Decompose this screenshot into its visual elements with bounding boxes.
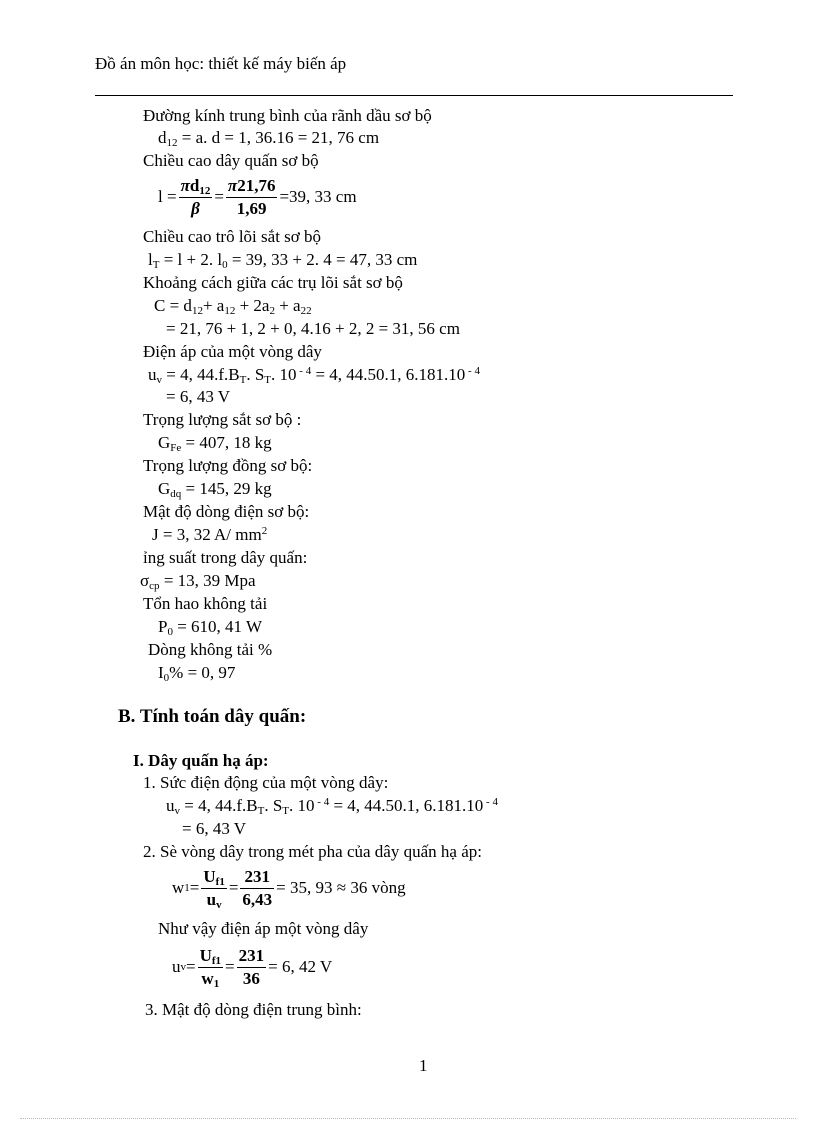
text-line: Khoảng cách giữa các trụ lõi sắt sơ bộ <box>143 273 403 292</box>
equation-line: $d_{12} = a$. d = 1, 36.16 = 21, 76 cm <box>158 128 380 149</box>
fraction: $\frac{231}{6,43}$ <box>242 866 273 909</box>
equation-line: $u_v = 4$, $44.f.B_T$. $S_T$. 10 $^{- 4}$ = 4, 44.50.1, 6.181.10 $^{- 4}$ <box>148 365 480 386</box>
page-number: 1 <box>419 1056 428 1075</box>
text-line: Trọng lượng đồng sơ bộ: <box>143 456 313 475</box>
equation-line: = 21, 76 + 1, 2 + 0, 4.16 + 2, 2 = 31, 56 cm <box>166 319 460 338</box>
subsection-heading-i: I. Dây quấn hạ áp: <box>133 751 269 770</box>
fraction: $\frac{U_{f1}}{w_1}$ <box>199 945 222 990</box>
text-line: Tổn hao không tải <box>143 594 268 613</box>
equation-line: $I_0\% = 0$, 97 <box>158 663 236 684</box>
equation-line: J = 3, 32 A/ $mm^2$ <box>152 525 268 544</box>
height-formula: l = $\frac{\pi d_{12}}{\beta}$ = $\frac{\pi 21,76}{1,69}$ =39, 33 cm <box>158 175 357 218</box>
equation-line: = 6, 43 V <box>166 387 231 406</box>
voltage-per-turn-formula: u v = $\frac{U_{f1}}{w_1}$ = $\frac{231}{36}$ = 6, 42 V <box>172 945 333 990</box>
page-bottom-border <box>20 1118 796 1119</box>
header-rule <box>95 95 733 96</box>
list-item: 2. Sè vòng dây trong mét pha của dây quấn hạ áp: <box>143 842 482 861</box>
text-line: Như vậy điện áp một vòng dây <box>158 919 369 938</box>
text-line: Chiều cao trô lõi sắt sơ bộ <box>143 227 322 246</box>
text-line: Chiều cao dây quấn sơ bộ <box>143 151 319 170</box>
page-header-title: Đồ án môn học: thiết kế máy biến áp <box>95 54 347 73</box>
text-line: Trọng lượng sắt sơ bộ : <box>143 410 302 429</box>
equation-line: = 6, 43 V <box>182 819 247 838</box>
text-line: Điện áp của một vòng dây <box>143 342 322 361</box>
fraction: $\frac{231}{36}$ <box>238 945 265 988</box>
fraction: $\frac{U_{f1}}{u_v}$ <box>203 866 225 911</box>
equation-line: $l_T = l + 2$. $l_0 = 39$, 33 + 2. 4 = 47, 33 cm <box>148 250 418 271</box>
text-line: Đường kính trung bình của rãnh dầu sơ bộ <box>143 106 432 125</box>
list-item: 3. Mật độ dòng điện trung bình: <box>145 1000 362 1019</box>
equation-line: $\sigma_{cp} = 13$, 39 Mpa <box>140 571 256 592</box>
text-line: ỉng suất trong dây quấn: <box>143 548 308 567</box>
fraction: $\frac{\pi 21,76}{1,69}$ <box>227 175 276 218</box>
text-line: Mật độ dòng điện sơ bộ: <box>143 502 310 521</box>
equation-line: $P_0 = 610$, 41 W <box>158 617 263 638</box>
list-item: 1. Sức điện động của một vòng dây: <box>143 773 389 792</box>
equation-line: $C = d_{12}+ a_{12} + 2a_2 + a_{22}$ <box>154 296 312 317</box>
equation-line: $G_{dq} = 145$, 29 kg <box>158 479 272 500</box>
section-heading-b: B. Tính toán dây quấn: <box>118 706 307 727</box>
text-line: Dòng không tải % <box>148 640 273 659</box>
fraction: $\frac{\pi d_{12}}{\beta}$ <box>180 175 211 218</box>
equation-line: $G_{Fe} = 407$, 18 kg <box>158 433 272 454</box>
equation-line: $u_v = 4$, $44.f.B_T$. $S_T$. 10 $^{- 4}$ = 4, 44.50.1, 6.181.10 $^{- 4}$ <box>166 796 498 817</box>
turns-formula: w 1 = $\frac{U_{f1}}{u_v}$ = $\frac{231}{6,43}$ = 35, 93 ≈ 36 vòng <box>172 866 406 911</box>
